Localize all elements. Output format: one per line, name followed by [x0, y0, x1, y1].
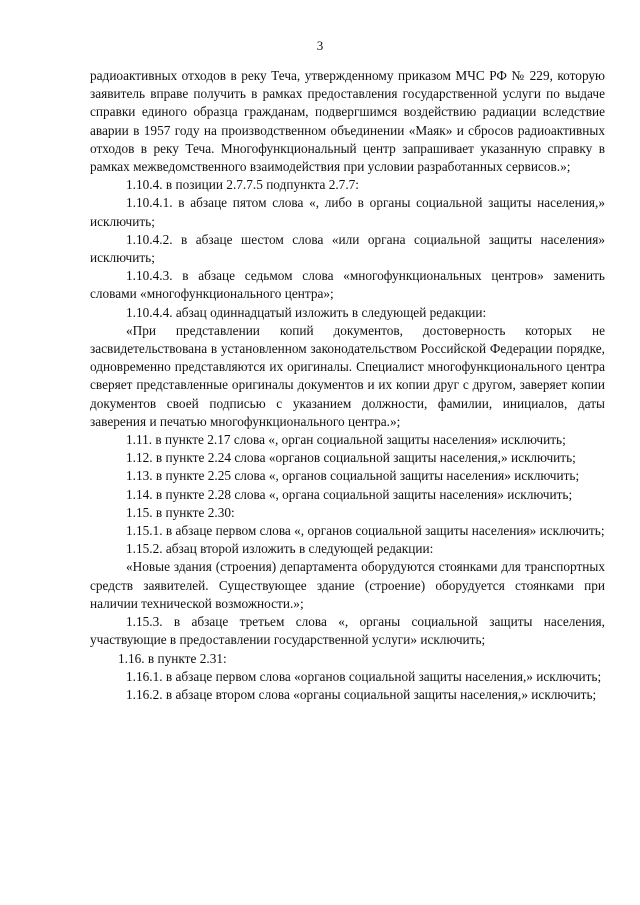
paragraph: 1.12. в пункте 2.24 слова «органов социальной защиты населения,» исключить; — [126, 450, 576, 466]
paragraph: 1.16.1. в абзаце первом слова «органов социальной защиты населения,» исключить; — [126, 668, 602, 684]
paragraph: 1.15. в пункте 2.30: — [126, 504, 235, 520]
paragraph: 1.10.4.1. в абзаце пятом слова «, либо в органы социальной защиты населения,» исключить; — [90, 195, 605, 229]
page-number: 3 — [316, 38, 324, 53]
paragraph: 1.10.4.4. абзац одиннадцатый изложить в следующей редакции: — [126, 304, 487, 320]
paragraph: 1.14. в пункте 2.28 слова «, органа социальной защиты населения» исключить; — [126, 486, 573, 502]
paragraph: 1.10.4.3. в абзаце седьмом слова «многофункциональных центров» заменить словами «многофункционального центра»; — [90, 268, 605, 302]
document-body — [90, 67, 605, 704]
paragraph: радиоактивных отходов в реку Теча, утвержденному приказом МЧС РФ № 229, которую заявитель вправе получить в рамках предоставления государственной услуги по выдаче справки единого образца гражданам, подвергшимся воздействию радиации вследствие аварии в 1957 году на производственном объединении «Маяк» и сбросов радиоактивных отходов в реку Теча. Многофункциональный центр запрашивает указанную справку в рамках межведомственного взаимодействия при условии разработанных сервисов.»; — [90, 68, 605, 175]
paragraph: 1.16.2. в абзаце втором слова «органы социальной защиты населения,» исключить; — [126, 686, 597, 702]
paragraph: 1.16. в пункте 2.31: — [118, 650, 227, 666]
paragraph: 1.10.4.2. в абзаце шестом слова «или органа социальной защиты населения» исключить; — [90, 231, 605, 266]
paragraph: 1.11. в пункте 2.17 слова «, орган социальной защиты населения» исключить; — [126, 432, 566, 448]
paragraph: «Новые здания (строения) департамента оборудуются стоянками для транспортных средств заявителей. Существующее здание (строение) оборудуется стоянками при наличии технической возможности.»; — [90, 559, 605, 611]
paragraph: 1.10.4. в позиции 2.7.7.5 подпункта 2.7.7: — [126, 177, 359, 193]
paragraph: 1.15.2. абзац второй изложить в следующей редакции: — [126, 541, 434, 557]
paragraph: 1.15.1. в абзаце первом слова «, органов социальной защиты населения» исключить; — [126, 523, 605, 539]
paragraph: «При представлении копий документов, достоверность которых не засвидетельствована в установленном законодательством Российской Федерации порядке, одновременно представляются их оригиналы. Специалист многофункционального центра сверяет представленные оригиналы документов и их копии друг с другом, заверяет копии документов своей подписью с указанием должности, фамилии, инициалов, даты заверения и печатью многофункционального центра.»; — [90, 322, 605, 429]
paragraph: 1.13. в пункте 2.25 слова «, органов социальной защиты населения» исключить; — [126, 468, 580, 484]
paragraph: 1.15.3. в абзаце третьем слова «, органы социальной защиты населения, участвующие в предоставлении государственной услуги» исключить; — [90, 614, 605, 648]
